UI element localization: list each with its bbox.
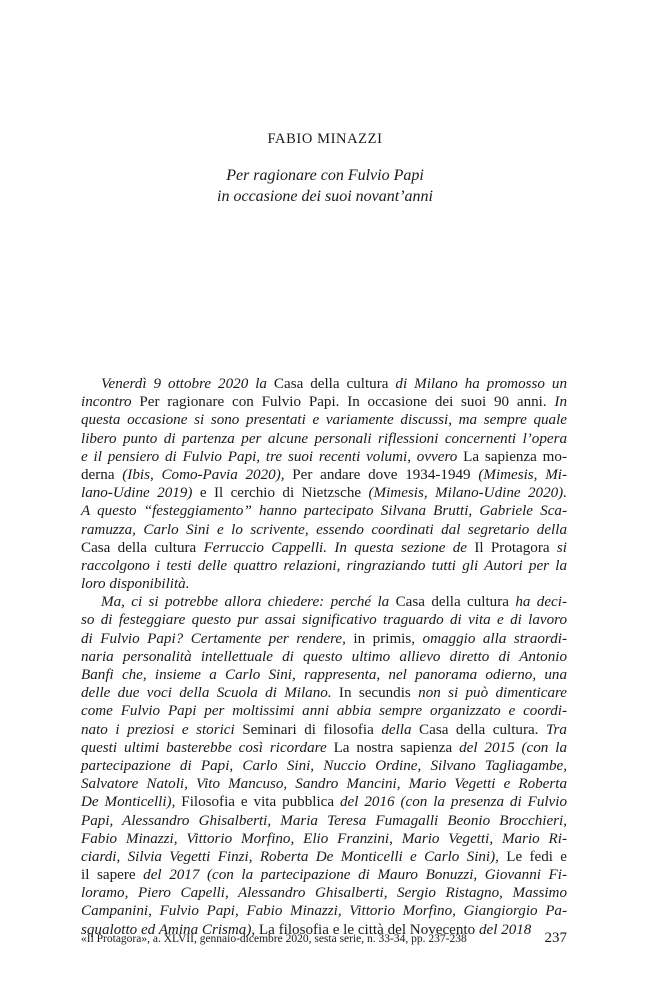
italic-text: (Ibis, Como-Pavia 2020), [122, 466, 293, 483]
roman-title-text: Il Protagora [474, 539, 557, 556]
italic-text: (Mimesis, Mi- [478, 466, 567, 483]
italic-text: Ferruccio Cappelli. In questa sezione de [203, 539, 475, 556]
body-line [81, 593, 567, 611]
body-line [81, 775, 567, 793]
italic-text: del 2015 (con la [459, 739, 568, 756]
body-line [81, 575, 567, 593]
body-line [81, 484, 567, 502]
roman-title-text: derna [81, 466, 123, 483]
italic-text: di Fulvio Papi? Certamente per rendere, [81, 630, 354, 647]
body-line [81, 411, 567, 429]
italic-text: raccolgono i testi delle quattro relazioni, ringraziando tutti gli Autori per la [81, 557, 567, 574]
roman-title-text: Per ragionare con Fulvio Papi. In occasione dei suoi 90 anni. [139, 394, 555, 411]
italic-text: non si può dimenticare [418, 685, 567, 702]
roman-title-text: Casa della cultura. [419, 721, 546, 738]
body-line [81, 630, 567, 648]
italic-text: omaggio alla straordi- [422, 630, 567, 647]
roman-title-text: La nostra sapienza [333, 739, 460, 756]
italic-text: partecipazione di Papi, Carlo Sini, Nuccio Ordine, Silvano Tagliagambe, [81, 757, 567, 774]
roman-title-text: Casa della cultura [395, 594, 516, 611]
body-line [81, 557, 567, 575]
italic-text: ramuzza, Carlo Sini e lo scrivente, essendo coordinati dal segretario della [81, 521, 567, 538]
body-line [81, 812, 567, 830]
article-author: FABIO MINAZZI [267, 131, 383, 147]
body-line [81, 721, 567, 739]
roman-title-text: il sapere [81, 867, 144, 884]
italic-text: questi ultimi basterebbe così ricordare [81, 739, 334, 756]
italic-text: di Milano ha promosso un [395, 376, 567, 392]
roman-title-text: Casa della cultura [273, 376, 396, 392]
body-line [81, 430, 567, 448]
body-line [81, 539, 567, 557]
italic-text: Papi, Alessandro Ghisalberti, Maria Teresa Fumagalli Beonio Brocchieri, [81, 812, 567, 829]
italic-text: In [554, 394, 567, 411]
body-line [81, 739, 567, 757]
italic-text: come Fulvio Papi per moltissimi anni abbia sempre organizzato e coordi- [81, 703, 567, 720]
body-line [81, 521, 567, 539]
italic-text: del 2017 (con la partecipazione di Mauro Bonuzzi, Giovanni Fi- [143, 867, 567, 884]
italic-text: ciardi, Silvia Vegetti Finzi, Roberta De Monticelli e Carlo Sini), [81, 848, 507, 865]
title-line-1: Per ragionare con Fulvio Papi [226, 167, 424, 184]
article-body [81, 375, 567, 939]
body-line [81, 702, 567, 720]
italic-text: Salvatore Natoli, Vito Mancuso, Sandro Mancini, Mario Vegetti e Roberta [81, 776, 567, 793]
body-line [81, 466, 567, 484]
body-line [81, 684, 567, 702]
italic-text: squalotto ed Amina Crisma), [81, 921, 259, 938]
roman-title-text: Casa della cultura [81, 539, 204, 556]
italic-text: A questo “festeggiamento” hanno partecipato Silvana Brutti, Gabriele Sca- [81, 503, 567, 520]
body-line [81, 884, 567, 902]
italic-text: Venerdì 9 ottobre 2020 la [101, 376, 274, 392]
italic-text: Fabio Minazzi, Vittorio Morfino, Elio Franzini, Mario Vegetti, Mario Ri- [81, 830, 567, 847]
italic-text: Banfi che, insieme a Carlo Sini, rappresenta, nel panorama odierno, una [81, 667, 567, 683]
body-line [81, 830, 567, 848]
italic-text: si [556, 539, 567, 556]
body-line [81, 848, 567, 866]
roman-title-text: e [199, 485, 214, 502]
italic-text: questa occasione si sono presentati e variamente discussi, ma sempre quale [81, 412, 567, 429]
italic-text: lano-Udine 2019) [81, 485, 200, 502]
italic-text: delle due voci della Scuola di Milano. [81, 685, 339, 702]
roman-title-text: Filosofia e vita pubblica [181, 794, 340, 811]
roman-title-text: La filosofia e le città del Novecento [258, 921, 479, 938]
italic-text: naria personalità intellettuale di questo ultimo allievo diretto di Antonio [81, 648, 567, 665]
roman-title-text: Seminari di filosofia [242, 721, 382, 738]
body-line [81, 448, 567, 466]
italic-text: incontro [81, 394, 140, 411]
body-line [81, 375, 567, 393]
italic-text: del 2018 [478, 921, 532, 938]
body-line [81, 611, 567, 629]
italic-text: della [381, 721, 420, 738]
italic-text: loro disponibilità. [81, 576, 190, 593]
roman-title-text: Le fedi e [506, 848, 568, 865]
body-line [81, 502, 567, 520]
roman-title-text: La sapienza mo- [463, 448, 567, 465]
body-line [81, 866, 567, 884]
body-line [81, 648, 567, 666]
roman-title-text: Il cerchio di Nietzsche [213, 485, 369, 502]
italic-text: Ma, ci si potrebbe allora chiedere: perché la [101, 594, 396, 611]
italic-text: so di festeggiare questo pur assai significativo traguardo di vita e di lavoro [81, 612, 567, 629]
italic-text: Campanini, Fulvio Papi, Fabio Minazzi, Vittorio Morfino, Giangiorgio Pa- [81, 903, 567, 920]
italic-text: loramo, Piero Capelli, Alessandro Ghisalberti, Sergio Ristagno, Massimo [81, 885, 567, 902]
italic-text: libero punto di partenza per alcune personali riflessioni concernenti l’opera [81, 430, 567, 447]
roman-title-text: Per andare dove 1934-1949 [292, 466, 479, 483]
italic-text: (Mimesis, Milano-Udine 2020). [368, 485, 567, 502]
body-line [81, 902, 567, 920]
page-number: 237 [544, 930, 567, 946]
italic-text: ha deci- [515, 594, 567, 611]
italic-text: e il pensiero di Fulvio Papi, tre suoi recenti volumi, ovvero [81, 448, 464, 465]
article-title [0, 165, 650, 207]
body-line [81, 666, 567, 684]
body-line [81, 793, 567, 811]
title-line-2: in occasione dei suoi novant’anni [217, 188, 433, 205]
journal-citation: «Il Protagora», a. XLVII, gennaio-dicembre 2020, sesta serie, n. 33-34, pp. 237-238 [81, 933, 467, 945]
roman-title-text: In secundis [338, 685, 419, 702]
italic-text: nato i preziosi e storici [81, 721, 243, 738]
roman-title-text: in primis, [353, 630, 423, 647]
italic-text: del 2016 (con la presenza di Fulvio [340, 794, 567, 811]
body-line [81, 757, 567, 775]
italic-text: Tra [546, 721, 567, 738]
italic-text: De Monticelli), [81, 794, 182, 811]
body-line [81, 393, 567, 411]
